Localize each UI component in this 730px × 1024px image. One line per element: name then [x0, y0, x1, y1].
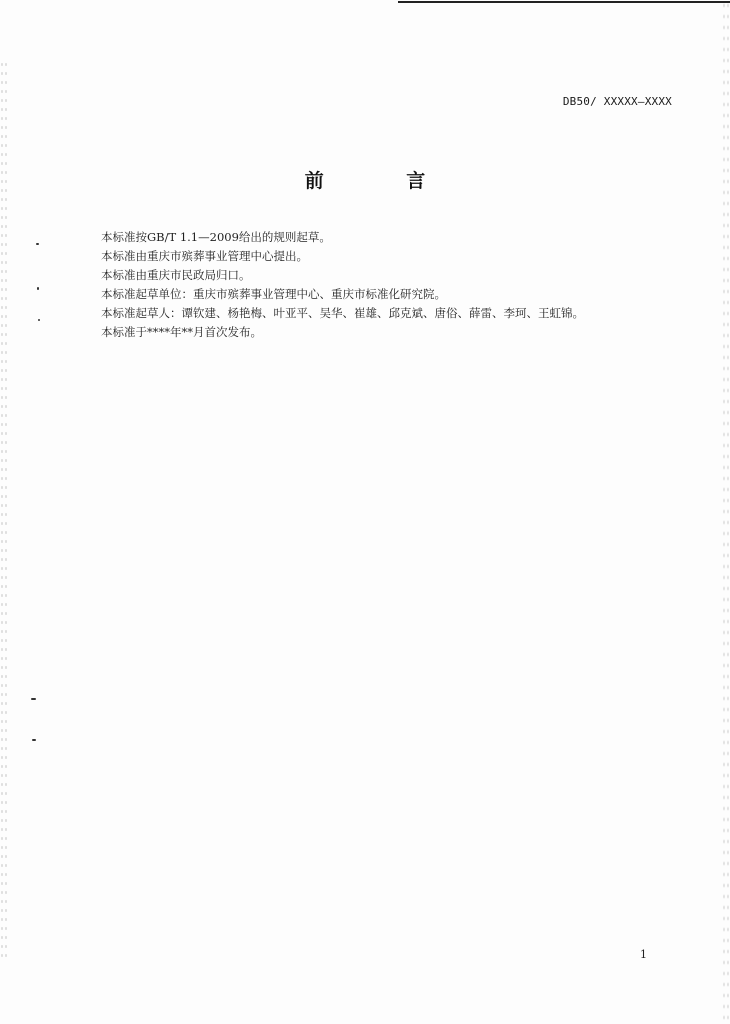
document-code: DB50/ XXXXX—XXXX: [562, 95, 672, 108]
foreword-line: 本标准起草单位：重庆市殡葬事业管理中心、重庆市标准化研究院。: [101, 287, 446, 301]
scan-speck: [38, 319, 40, 321]
foreword-line: 本标准由重庆市民政局归口。: [101, 268, 251, 282]
foreword-body: [101, 228, 661, 342]
foreword-line: 本标准按GB/T 1.1—2009给出的规则起草。: [101, 230, 331, 244]
scan-left-margin-noise: [0, 60, 8, 960]
foreword-line: 本标准起草人：谭钦建、杨艳梅、叶亚平、吴华、崔雄、邱克斌、唐俗、薛雷、李珂、王虹锦。: [101, 306, 584, 320]
scan-speck: [36, 243, 39, 245]
foreword-line: 本标准由重庆市殡葬事业管理中心提出。: [101, 249, 308, 263]
scan-speck: [37, 287, 39, 290]
page-title: 前 言: [304, 170, 464, 192]
scan-right-margin-noise: [722, 0, 730, 1024]
page-number: 1: [640, 948, 647, 961]
scan-speck: [32, 739, 36, 741]
scan-edge-rule: [398, 1, 730, 3]
scan-speck: [31, 698, 36, 700]
foreword-line: 本标准于****年**月首次发布。: [101, 325, 262, 339]
